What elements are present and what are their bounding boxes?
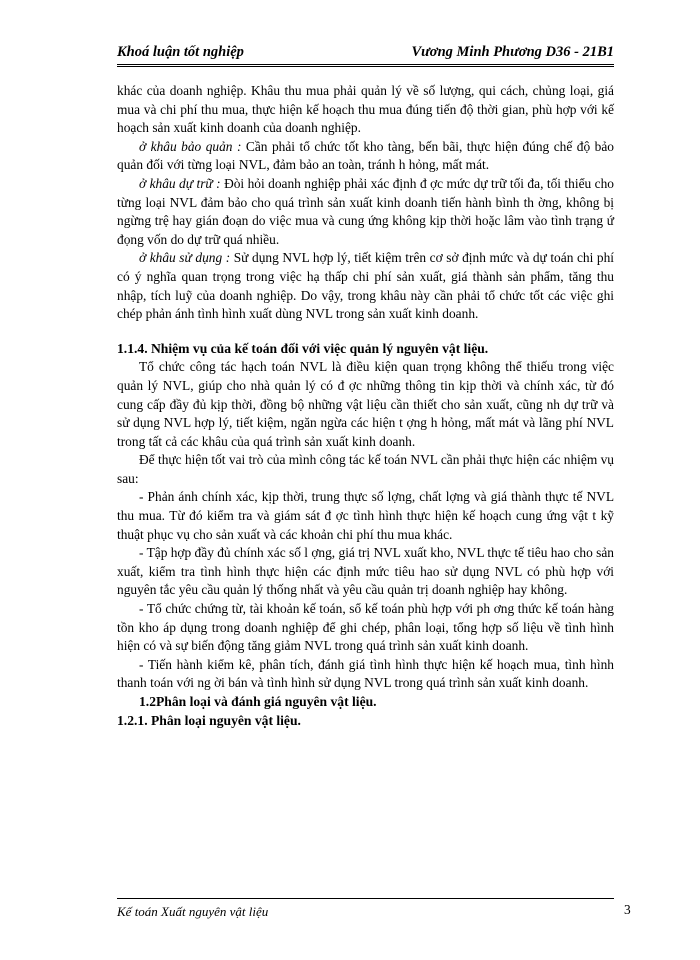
list-item: - Tiến hành kiểm kê, phân tích, đánh giá tình hình thực hiện kế hoạch mua, tình hình thanh toán với ng ời bán và tình hình sử dụng NVL trong quá trình sản xuất kinh doanh.: [117, 656, 614, 691]
header-author: Vương Minh Phương D36 - 21B1: [411, 44, 614, 60]
paragraph-text: Cần phải tổ chức tốt kho tàng, bến bãi, thực hiện đúng chế độ bảo quản đối với từng loại NVL, đảm bảo an toàn, tránh h hỏng, mất mát.: [117, 138, 614, 173]
paragraph-text: Đòi hỏi doanh nghiệp phải xác định đ ợc mức dự trữ tối đa, tối thiểu cho từng loại NVL đảm bảo cho quá trình sản xuất kinh doanh tiến hành bình th ờng, không bị ngừng trệ hay gián đoạn do việc mua và cung ứng không kịp thời hoặc lâm vào tình trạng ứ đọng vốn do dự trữ quá nhiều.: [117, 175, 614, 247]
footer-title: Kế toán Xuất nguyên vật liệu: [117, 904, 269, 919]
page-header: [117, 42, 614, 67]
list-item: - Tổ chức chứng từ, tài khoản kế toán, sổ kế toán phù hợp với ph ơng thức kế toán hàng tồn kho áp dụng trong doanh nghiệp để ghi chép, phân loại, tổng hợp số liệu về tình hình hiện có và sự biến động tăng giảm NVL trong quá trình sản xuất kinh doanh.: [117, 601, 614, 654]
paragraph: [117, 138, 614, 175]
paragraph: Để thực hiện tốt vai trò của mình công tác kế toán NVL cần phải thực hiện các nhiệm vụ sau:: [117, 452, 614, 486]
list-item: - Phản ánh chính xác, kịp thời, trung thực số lợng, chất lợng và giá thành thực tế NVL thu mua. Từ đó kiểm tra và giám sát đ ợc tình hình thực hiện kế hoạch cung ứng vật t kỹ thuật phục vụ cho sản xuất và các khoản chi phí thu mua khác.: [117, 489, 614, 542]
document-body: [117, 82, 614, 730]
page-number: 3: [624, 902, 631, 917]
paragraph-text: khác của doanh nghiệp. Khâu thu mua phải quản lý về số lượng, qui cách, chủng loại, giá mua và chi phí thu mua, thực hiện kế hoạch thu mua đúng tiến độ thời gian, phù hợp với kế hoạch sản xuất kinh doanh của doanh nghiệp.: [117, 83, 614, 136]
section-heading-1-2-1: 1.2.1. Phân loại nguyên vật liệu.: [117, 712, 301, 728]
section-heading-1-1-4: 1.1.4. Nhiệm vụ của kế toán đối với việc quản lý nguyên vật liệu.: [117, 340, 489, 356]
paragraph: Tổ chức công tác hạch toán NVL là điều kiện quan trọng không thể thiếu trong việc quản lý NVL, giúp cho nhà quản lý có đ ợc những thông tin kịp thời và chính xác, từ đó cung cấp đầy đủ kịp thời, đồng bộ những vật liệu cần thiết cho sản xuất, cũng nh dự trữ và sử dụng NVL hợp lý, tiết kiệm, ngăn ngừa các hiện t ợng h hỏng, mất mát và lãng phí NVL trong tất cả các khâu của quá trình sản xuất kinh doanh.: [117, 359, 614, 449]
footer-divider: [117, 898, 614, 899]
section-heading-1-2: 1.2Phân loại và đánh giá nguyên vật liệu.: [139, 694, 377, 709]
paragraph-label: ở khâu bảo quản :: [139, 138, 242, 154]
paragraph: [117, 82, 614, 138]
paragraph-text: Sử dụng NVL hợp lý, tiết kiệm trên cơ sở định mức và dự toán chi phí có ý nghĩa quan trọng trong việc hạ thấp chi phí sản xuất, giá thành sản phẩm, tăng thu nhập, tích luỹ của doanh nghiệp. Do vậy, trong khâu này cần phải tổ chức tốt các việc ghi chép phản ánh tình hình xuất dùng NVL trong sản xuất kinh doanh.: [117, 250, 614, 322]
paragraph: [117, 175, 614, 249]
paragraph: [117, 249, 614, 323]
paragraph-label: ở khâu sử dụng :: [139, 250, 231, 266]
list-item: - Tập hợp đầy đủ chính xác số l ợng, giá trị NVL xuất kho, NVL thực tế tiêu hao cho sản xuất, kiểm tra tình hình thực hiện các định mức tiêu hao sử dụng NVL có phù hợp với nguyên tắc yêu cầu quản lý thống nhất và yêu cầu quản trị doanh nghiệp hay không.: [117, 545, 614, 598]
header-thesis-title: Khoá luận tốt nghiệp: [117, 44, 244, 60]
paragraph-label: ở khâu dự trữ :: [139, 175, 221, 191]
